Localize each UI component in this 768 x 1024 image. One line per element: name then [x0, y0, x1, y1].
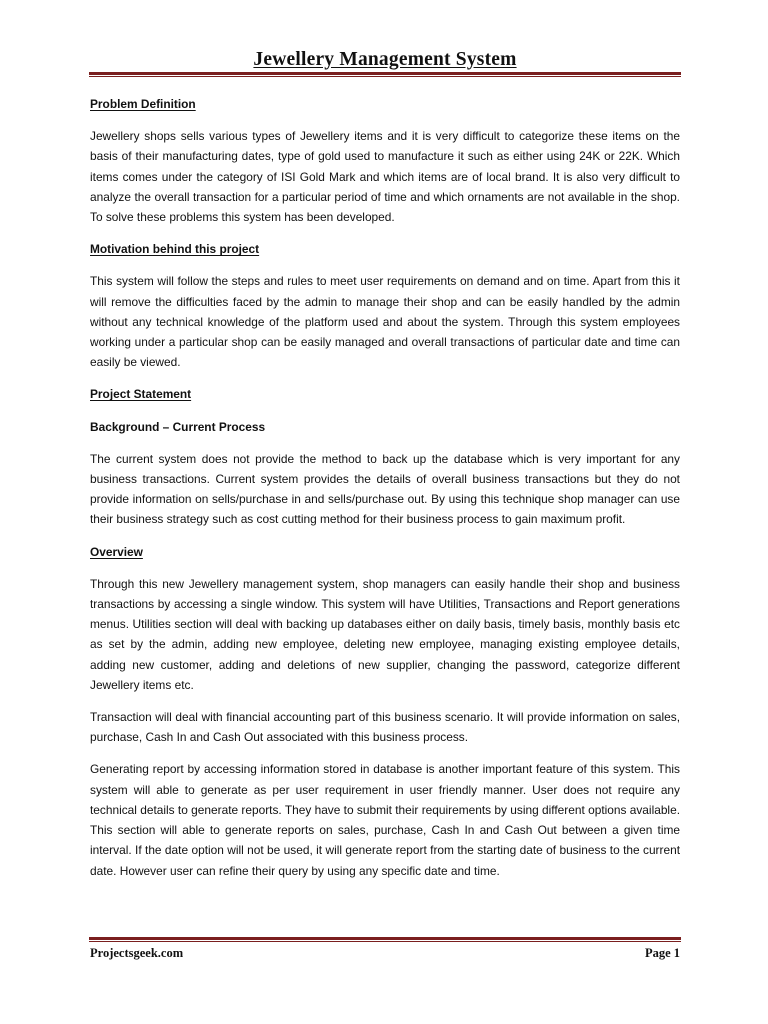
document-title: Jewellery Management System — [253, 49, 517, 70]
footer-page-number: Page 1 — [644, 946, 680, 960]
problem-definition-paragraph: Jewellery shops sells various types of Jewellery items and it is very difficult to categorize these items on the basis of their manufacturing dates, type of gold used to manufacture it such as either using 24K or 22K. Which items comes under the category of ISI Gold Mark and which items are of local brand. It is also very difficult to analyze the overall transaction for a particular period of time and which ornaments are not available in the shop. To solve these problems this system has been developed. — [90, 129, 680, 225]
document-body — [90, 94, 680, 893]
section-heading-motivation: Motivation behind this project — [90, 242, 260, 257]
overview-paragraph-3: Generating report by accessing information stored in database is another important feature of this system. This system will able to generate as per user requirement in user friendly manner. User does not require any technical details to generate reports. They have to submit their requirements by using different options available. This section will able to generate reports on sales, purchase, Cash In and Cash Out between a given time interval. If the date option will not be used, it will generate report from the starting date of business to the current date. However user can refine their query by using any specific date and time. — [90, 762, 680, 878]
footer-divider — [89, 937, 681, 942]
current-process-paragraph: The current system does not provide the method to back up the database which is very important for any business transactions. Current system provides the details of overall business transactions but they do not provide information on sells/purchase in and sells/purchase out. By using this technique shop manager can use their business strategy such as cost cutting method for their business process to gain maximum profit. — [90, 451, 680, 527]
footer-site-name: Projectsgeek.com — [90, 946, 184, 960]
motivation-paragraph: This system will follow the steps and rules to meet user requirements on demand and on time. Apart from this it will remove the difficulties faced by the admin to manage their shop and can be easily handled by the admin without any technical knowledge of the platform used and about the system. Through this system employees working under a particular shop can be easily managed and overall transactions of particular date and time can easily be viewed. — [90, 274, 680, 370]
header-divider — [89, 72, 681, 77]
overview-paragraph-2: Transaction will deal with financial accounting part of this business scenario. It will provide information on sales, purchase, Cash In and Cash Out associated with this business process. — [90, 710, 680, 745]
section-heading-overview: Overview — [90, 544, 143, 559]
section-heading-problem-definition: Problem Definition — [90, 97, 196, 111]
page-header — [89, 48, 681, 72]
subheading-background-current-process: Background – Current Process — [90, 419, 266, 434]
page-footer — [90, 943, 680, 963]
section-heading-project-statement: Project Statement — [90, 387, 192, 402]
overview-paragraph-1: Through this new Jewellery management system, shop managers can easily handle their shop and business transactions by accessing a single window. This system will have Utilities, Transactions and Report generations menus. Utilities section will deal with backing up databases either on daily basis, timely basis, monthly basis etc as set by the admin, adding new employee, deleting new employee, managing existing employee details, adding new customer, adding and deletions of new supplier, changing the password, categorize different Jewellery items etc. — [90, 576, 680, 692]
